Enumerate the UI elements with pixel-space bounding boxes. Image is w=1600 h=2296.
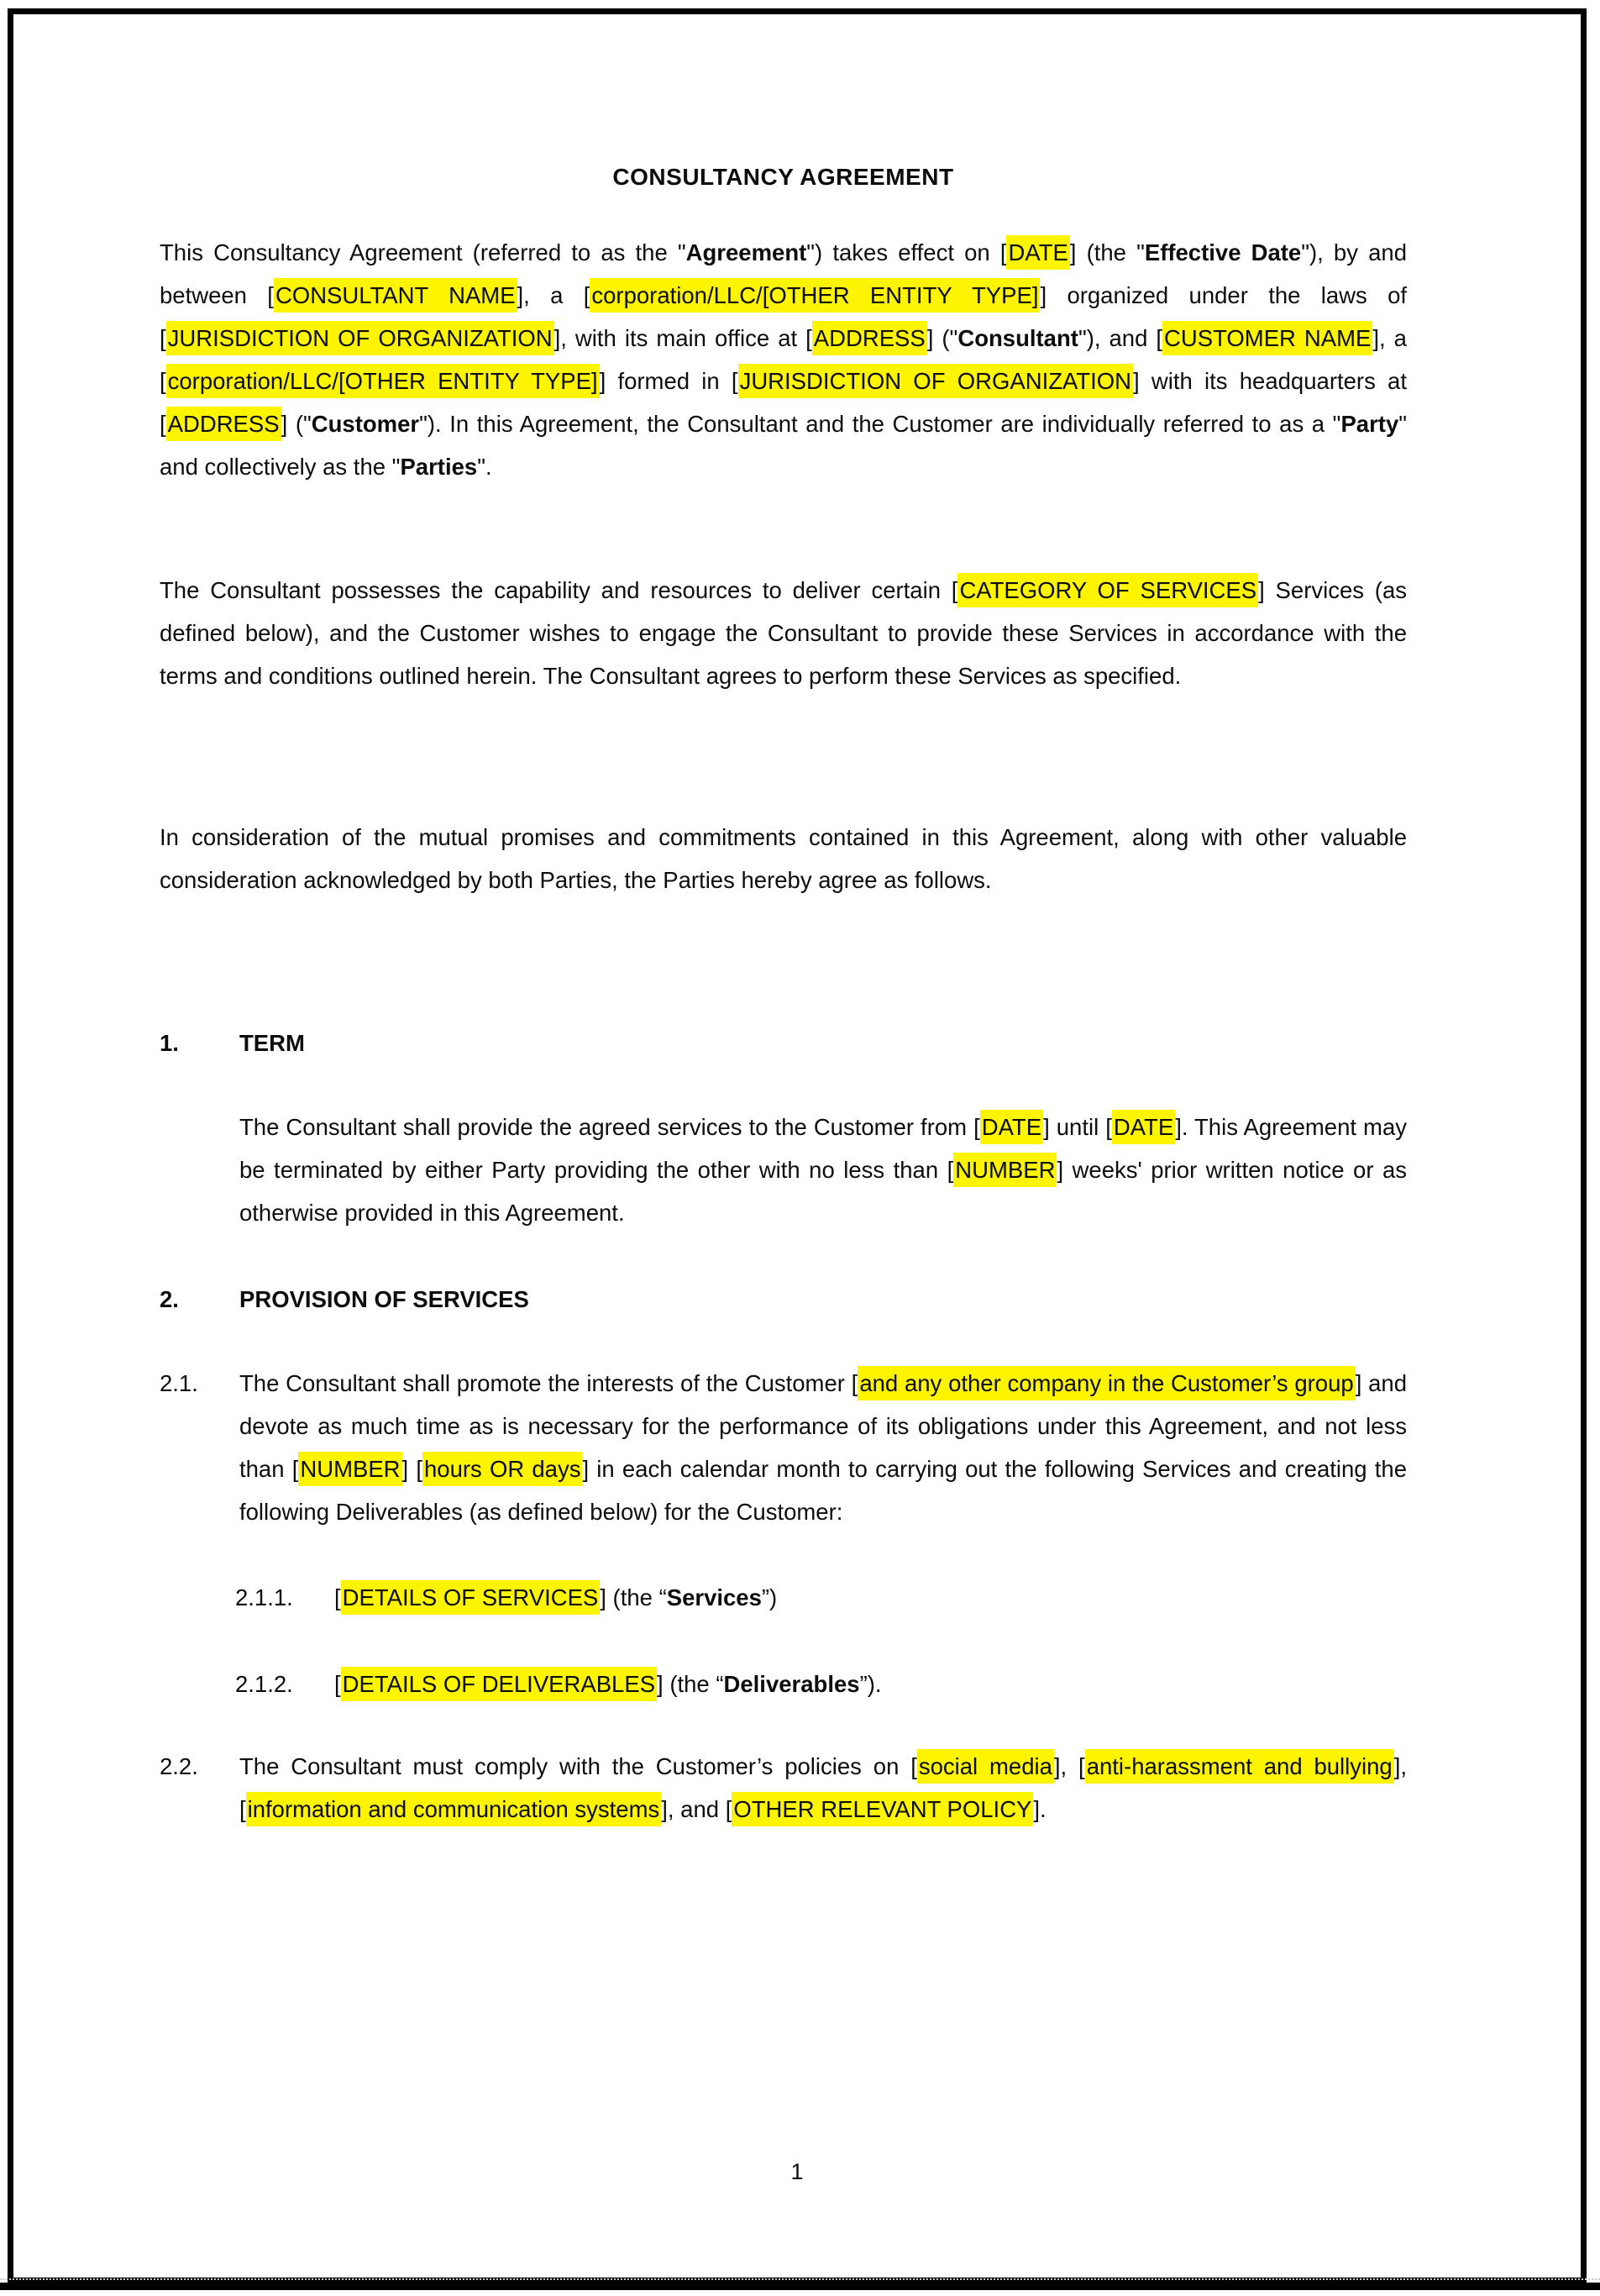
clause-text bbox=[239, 1362, 1407, 1533]
text-run: ] until [ bbox=[1043, 1114, 1112, 1140]
text-run: This Consultancy Agreement (referred to as the " bbox=[160, 239, 686, 265]
clause-number: 2.2. bbox=[160, 1753, 198, 1779]
text-run: Party bbox=[1340, 411, 1399, 437]
highlight-placeholder: ADDRESS bbox=[812, 321, 927, 355]
highlight-placeholder: JURISDICTION OF ORGANIZATION bbox=[738, 364, 1133, 398]
text-run: ] weeks' prior written notice or as otherwise provided in this Agreement. bbox=[239, 1157, 1407, 1226]
highlight-placeholder: DETAILS OF DELIVERABLES bbox=[341, 1667, 657, 1701]
text-run: Deliverables bbox=[723, 1671, 860, 1697]
text-run: ], and [ bbox=[661, 1796, 732, 1822]
section-number: 2. bbox=[160, 1286, 179, 1312]
text-run: ”). bbox=[859, 1671, 882, 1697]
text-run: [ bbox=[334, 1671, 341, 1697]
text-run: "), by and between [ bbox=[160, 239, 1407, 308]
highlight-placeholder: and any other company in the Customer’s group bbox=[858, 1366, 1355, 1400]
page-border-frame bbox=[8, 8, 1587, 2283]
clause-item bbox=[160, 1362, 1407, 1533]
text-run: ] (the “ bbox=[600, 1584, 667, 1610]
highlight-placeholder: social media bbox=[917, 1749, 1054, 1784]
text-run: "). In this Agreement, the Consultant and the Customer are individually referred to as a " bbox=[419, 411, 1341, 437]
highlight-placeholder: NUMBER bbox=[298, 1452, 401, 1486]
highlight-placeholder: hours OR days bbox=[422, 1452, 583, 1486]
text-run: ]. bbox=[1033, 1796, 1047, 1822]
text-run: Consultant bbox=[957, 325, 1078, 351]
highlight-placeholder: DATE bbox=[980, 1110, 1043, 1144]
highlight-placeholder: corporation/LLC/[OTHER ENTITY TYPE] bbox=[166, 364, 600, 398]
clause-number: 2.1.2. bbox=[235, 1671, 293, 1697]
text-run: ]. This Agreement may be terminated by either Party providing the other with no less than [ bbox=[239, 1114, 1407, 1183]
page-number: 1 bbox=[790, 2159, 804, 2184]
text-run: ] Services (as defined below), and the Customer wishes to engage the Consultant to provide these Services in accordance with the terms and conditions outlined herein. The Consultant agrees to perform these Services as specified. bbox=[160, 577, 1408, 689]
scan-artifact-bottom-bar bbox=[0, 2283, 1600, 2290]
section-heading bbox=[160, 1022, 1407, 1064]
text-run: Agreement bbox=[685, 239, 807, 265]
section-number: 1. bbox=[160, 1030, 179, 1056]
paragraph-indented bbox=[239, 1106, 1407, 1234]
text-run: ] (" bbox=[281, 411, 312, 437]
text-run: ] formed in [ bbox=[599, 368, 738, 394]
text-run: ], a [ bbox=[517, 282, 590, 308]
clause-item bbox=[160, 1745, 1407, 1831]
section-heading-text: TERM bbox=[239, 1030, 305, 1056]
highlight-placeholder: CUSTOMER NAME bbox=[1162, 321, 1372, 355]
text-run: ". bbox=[477, 454, 492, 480]
text-run: ] (" bbox=[926, 325, 958, 351]
text-run: ] in each calendar month to carrying out the following Services and creating the following Deliverables (as defined below) for the Customer: bbox=[239, 1456, 1407, 1525]
text-run: ], with its main office at [ bbox=[553, 325, 812, 351]
highlight-placeholder: CATEGORY OF SERVICES bbox=[957, 573, 1258, 607]
text-run: ] and devote as much time as is necessary for the performance of its obligations under this Agreement, and not less than [ bbox=[239, 1370, 1407, 1482]
subclause-item bbox=[235, 1663, 1407, 1705]
scan-artifact-dashed-line bbox=[0, 2278, 1600, 2280]
text-run: In consideration of the mutual promises and commitments contained in this Agreement, along with other valuable consideration acknowledged by both Parties, the Parties hereby agree as follows. bbox=[160, 824, 1407, 893]
text-run: ], a [ bbox=[160, 325, 1407, 394]
text-run: The Consultant must comply with the Customer’s policies on [ bbox=[239, 1753, 917, 1779]
paragraph bbox=[160, 816, 1407, 901]
highlight-placeholder: NUMBER bbox=[953, 1153, 1057, 1187]
highlight-placeholder: CONSULTANT NAME bbox=[274, 278, 517, 313]
text-run: Services bbox=[666, 1584, 762, 1610]
text-run: "), and [ bbox=[1078, 325, 1163, 351]
paragraph bbox=[160, 231, 1407, 488]
highlight-placeholder: corporation/LLC/[OTHER ENTITY TYPE] bbox=[590, 278, 1040, 313]
highlight-placeholder: DATE bbox=[1112, 1110, 1175, 1144]
text-run: ”) bbox=[761, 1584, 778, 1610]
highlight-placeholder: ADDRESS bbox=[166, 407, 281, 441]
clause-number: 2.1.1. bbox=[235, 1584, 293, 1610]
text-run: ] (the “ bbox=[657, 1671, 724, 1697]
clause-number: 2.1. bbox=[160, 1370, 198, 1396]
section-heading bbox=[160, 1278, 1407, 1321]
text-run: Customer bbox=[311, 411, 420, 437]
text-run: ] [ bbox=[401, 1456, 422, 1482]
highlight-placeholder: OTHER RELEVANT POLICY bbox=[732, 1792, 1033, 1826]
document-title: CONSULTANCY AGREEMENT bbox=[612, 164, 954, 190]
highlight-placeholder: anti-harassment and bullying bbox=[1085, 1749, 1394, 1784]
text-run: [ bbox=[334, 1584, 341, 1610]
highlight-placeholder: DETAILS OF SERVICES bbox=[341, 1580, 601, 1615]
text-run: ], [ bbox=[239, 1753, 1407, 1822]
text-run: ") takes effect on [ bbox=[806, 239, 1007, 265]
text-run: ] organized under the laws of [ bbox=[160, 282, 1408, 351]
text-run: The Consultant shall provide the agreed services to the Customer from [ bbox=[239, 1114, 980, 1140]
text-run: The Consultant possesses the capability and resources to deliver certain [ bbox=[160, 577, 958, 603]
text-run: Parties bbox=[400, 454, 478, 480]
paragraph bbox=[160, 569, 1407, 697]
text-run: ] (the " bbox=[1069, 239, 1145, 265]
section-heading-text: PROVISION OF SERVICES bbox=[239, 1286, 529, 1312]
clause-text bbox=[334, 1576, 1407, 1619]
clause-text bbox=[239, 1745, 1407, 1831]
text-run: Effective Date bbox=[1144, 239, 1302, 265]
clause-text bbox=[334, 1663, 1407, 1705]
text-run: The Consultant shall promote the interests of the Customer [ bbox=[239, 1370, 858, 1396]
document-body bbox=[160, 14, 1407, 1831]
highlight-placeholder: DATE bbox=[1006, 235, 1069, 270]
highlight-placeholder: information and communication systems bbox=[246, 1792, 662, 1826]
highlight-placeholder: JURISDICTION OF ORGANIZATION bbox=[166, 321, 554, 355]
text-run: ] with its headquarters at [ bbox=[160, 368, 1407, 437]
subclause-item bbox=[235, 1576, 1407, 1619]
text-run: ], [ bbox=[1053, 1753, 1085, 1779]
text-run: " and collectively as the " bbox=[160, 411, 1408, 480]
